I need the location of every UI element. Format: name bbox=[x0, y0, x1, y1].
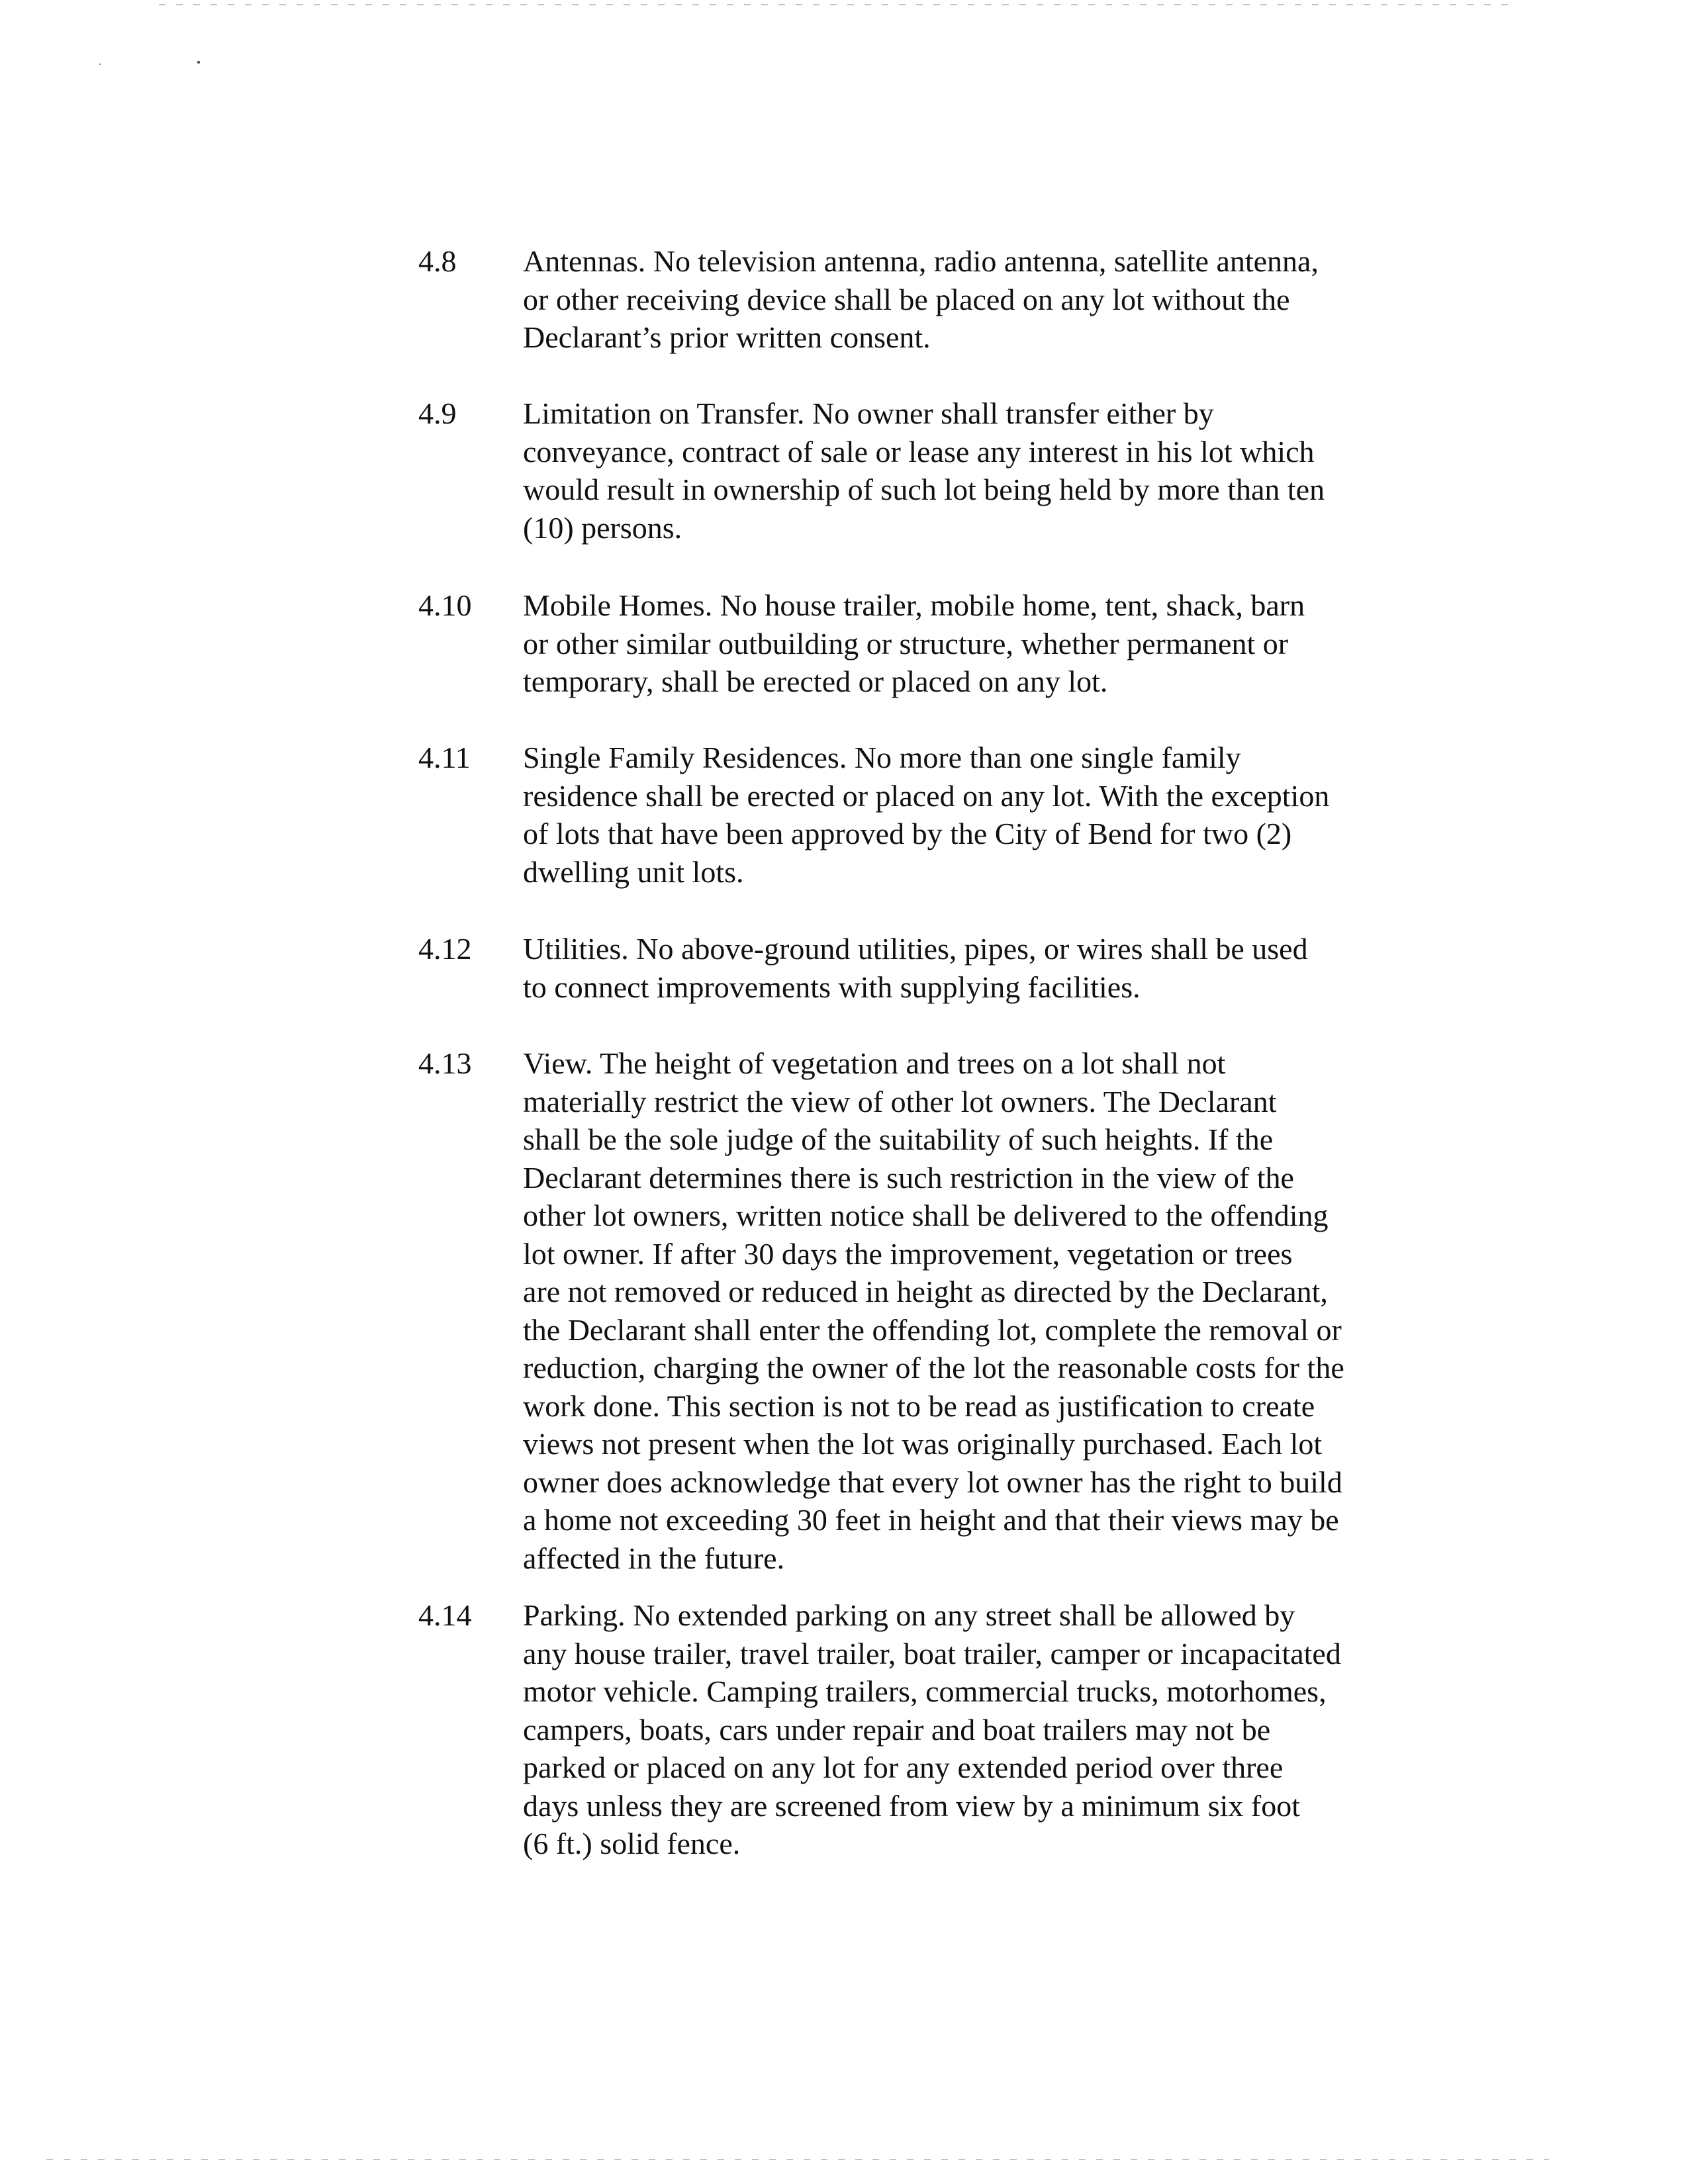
scan-speck bbox=[99, 64, 101, 65]
scan-speck bbox=[197, 61, 200, 64]
text-line: Limitation on Transfer. No owner shall transfer either by bbox=[523, 396, 1214, 430]
text-line: to connect improvements with supplying facilities. bbox=[523, 970, 1141, 1004]
text-line: View. The height of vegetation and trees on a lot shall not bbox=[523, 1046, 1226, 1080]
section-number: 4.11 bbox=[418, 741, 471, 774]
text-line: (6 ft.) solid fence. bbox=[523, 1827, 741, 1860]
text-line: or other similar outbuilding or structure, whether permanent or bbox=[523, 626, 1289, 660]
text-line: Utilities. No above-ground utilities, pipes, or wires shall be used bbox=[523, 932, 1308, 966]
text-line: Parking. No extended parking on any street shall be allowed by bbox=[523, 1598, 1295, 1632]
text-line: are not removed or reduced in height as directed by the Declarant, bbox=[523, 1275, 1328, 1308]
text-line: the Declarant shall enter the offending lot, complete the removal or bbox=[523, 1312, 1342, 1347]
text-line: affected in the future. bbox=[523, 1541, 785, 1575]
scan-artifact-top bbox=[159, 4, 1516, 5]
text-line: reduction, charging the owner of the lot the reasonable costs for the bbox=[523, 1351, 1344, 1385]
text-line: campers, boats, cars under repair and boat trailers may not be bbox=[523, 1712, 1271, 1747]
text-line: days unless they are screened from view by a minimum six foot bbox=[523, 1788, 1300, 1823]
section-number: 4.8 bbox=[418, 244, 457, 278]
text-line: work done. This section is not to be read as justification to create bbox=[523, 1388, 1315, 1423]
text-line: residence shall be erected or placed on any lot. With the exception bbox=[523, 778, 1330, 813]
text-line: Declarant determines there is such restriction in the view of the bbox=[523, 1160, 1294, 1195]
text-line: Mobile Homes. No house trailer, mobile home, tent, shack, barn bbox=[523, 588, 1305, 622]
section-text bbox=[523, 1596, 1463, 1863]
text-line: dwelling unit lots. bbox=[523, 854, 744, 889]
text-line: conveyance, contract of sale or lease any interest in his lot which bbox=[523, 434, 1315, 469]
section-number: 4.12 bbox=[418, 932, 472, 966]
section-text bbox=[523, 586, 1463, 701]
text-line: temporary, shall be erected or placed on any lot. bbox=[523, 664, 1108, 698]
text-line: or other receiving device shall be placed on any lot without the bbox=[523, 282, 1290, 316]
text-line: a home not exceeding 30 feet in height and that their views may be bbox=[523, 1503, 1339, 1537]
text-line: lot owner. If after 30 days the improvement, vegetation or trees bbox=[523, 1236, 1293, 1271]
section-text bbox=[523, 1044, 1463, 1577]
section-text bbox=[523, 739, 1463, 891]
section-text bbox=[523, 394, 1463, 547]
text-line: materially restrict the view of other lot owners. The Declarant bbox=[523, 1084, 1277, 1118]
text-line: other lot owners, written notice shall be delivered to the offending bbox=[523, 1199, 1329, 1232]
text-line: would result in ownership of such lot being held by more than ten bbox=[523, 473, 1325, 506]
text-line: owner does acknowledge that every lot owner has the right to build bbox=[523, 1465, 1342, 1499]
section-text bbox=[523, 930, 1463, 1006]
text-line: Antennas. No television antenna, radio antenna, satellite antenna, bbox=[523, 244, 1319, 278]
text-line: motor vehicle. Camping trailers, commercial trucks, motorhomes, bbox=[523, 1674, 1327, 1708]
text-line: any house trailer, travel trailer, boat trailer, camper or incapacitated bbox=[523, 1636, 1341, 1670]
text-line: Declarant’s prior written consent. bbox=[523, 320, 931, 354]
section-number: 4.13 bbox=[418, 1046, 472, 1080]
text-line: (10) persons. bbox=[523, 510, 682, 545]
section-text bbox=[523, 242, 1463, 357]
section-number: 4.14 bbox=[418, 1598, 472, 1632]
text-line: views not present when the lot was originally purchased. Each lot bbox=[523, 1427, 1323, 1461]
scan-artifact-bottom bbox=[46, 2159, 1549, 2160]
text-line: of lots that have been approved by the City of Bend for two (2) bbox=[523, 817, 1292, 850]
text-line: shall be the sole judge of the suitability of such heights. If the bbox=[523, 1122, 1274, 1156]
text-line: Single Family Residences. No more than one single family bbox=[523, 741, 1241, 774]
section-number: 4.9 bbox=[418, 396, 457, 430]
section-number: 4.10 bbox=[418, 588, 472, 622]
text-line: parked or placed on any lot for any extended period over three bbox=[523, 1751, 1284, 1784]
